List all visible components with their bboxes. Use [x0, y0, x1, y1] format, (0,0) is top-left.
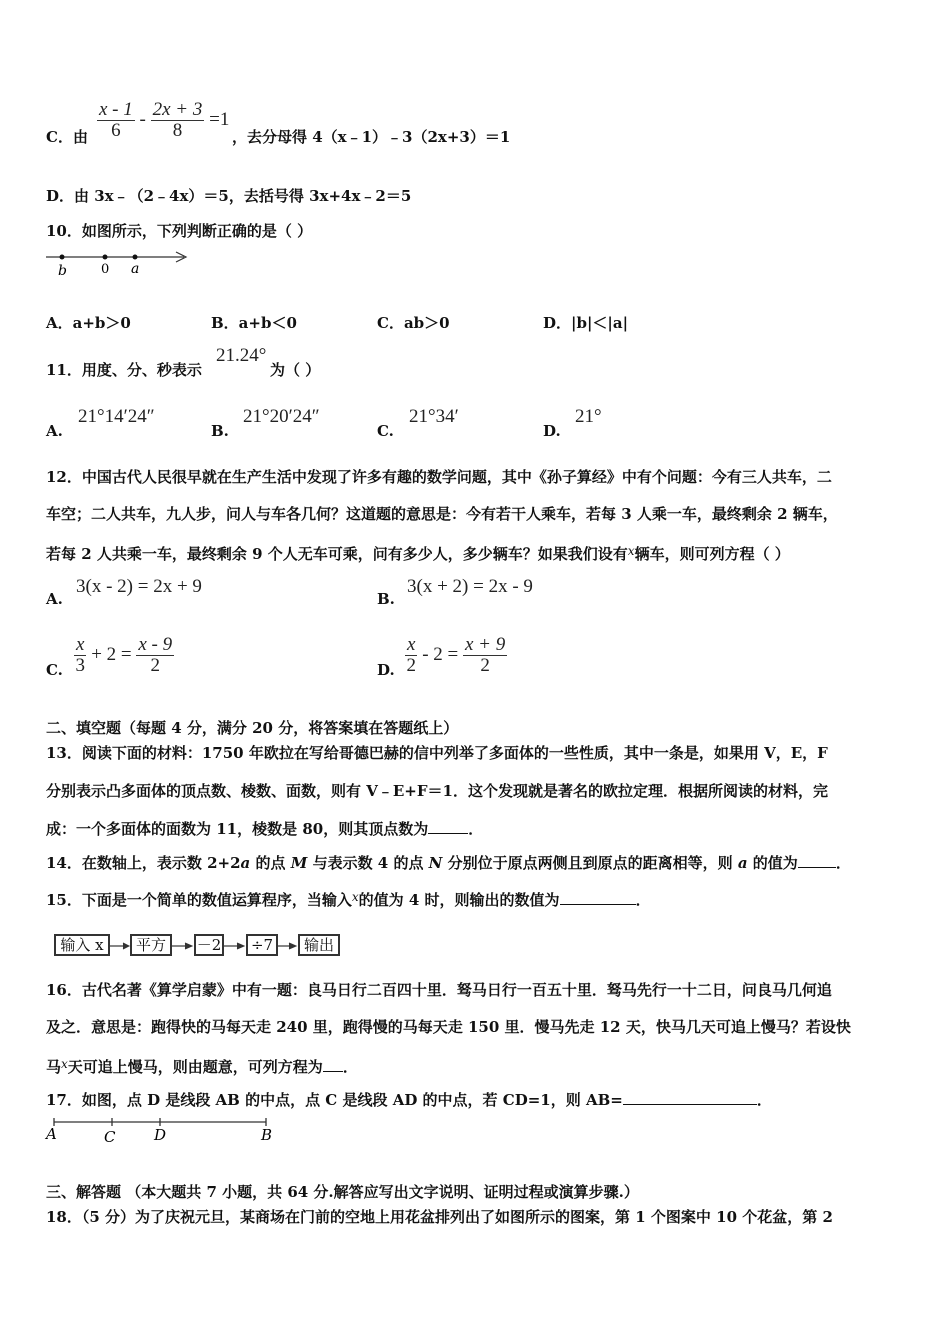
axis-label-b: b [58, 263, 67, 278]
q11-option-c-label: C. [377, 422, 394, 440]
q11-option-a-label: A. [46, 422, 63, 440]
q12c-frac2-den: 2 [150, 655, 160, 676]
q15-var-x: x [351, 890, 359, 904]
q11-option-c-value: 21°34′ [409, 406, 459, 427]
q14-part5: 的值为 [747, 854, 798, 872]
seg-label-d: D [154, 1126, 167, 1144]
q13-line1: 13．阅读下面的材料：1750 年欧拉在写给哥德巴赫的信中列举了多面体的一些性质，其中一条是，如果用 V，E，F [46, 744, 828, 762]
q9c-rest: ，去分母得 4（x﹣1）﹣3（2x+3）＝1 [232, 128, 511, 146]
q12-line3-pre: 若每 2 人共乘一车，最终剩余 9 个人无车可乘，问有多少人，多少辆车？如果我们设有 [46, 545, 628, 563]
q10-option-a: A．a+b＞0 [46, 314, 131, 332]
q12-line2: 车空；二人共车，九人步，问人与车各几何？这道题的意思是：今有若干人乘车，若每 3 人乘一车，最终剩余 2 辆车， [46, 505, 838, 523]
flow-box-square: 平方 [130, 934, 172, 956]
flow-box-input: 输入 x [54, 934, 110, 956]
q14-text [46, 853, 851, 872]
q16-var-x: x [61, 1057, 68, 1071]
q17-end: ． [756, 1091, 772, 1109]
q15-pre: 15．下面是一个简单的数值运算程序，当输入 [46, 891, 352, 909]
q10-stem: 10．如图所示，下列判断正确的是（ ） [46, 222, 313, 240]
q10-option-c: C．ab＞0 [377, 314, 450, 332]
q12c-frac1-num: x [76, 634, 85, 655]
q10-option-b: B．a+b＜0 [211, 314, 297, 332]
q16-line3-pre: 马 [46, 1058, 62, 1076]
q17-stem: 17．如图，点 D 是线段 AB 的中点，点 C 是线段 AD 的中点，若 CD=1，则 AB= [46, 1091, 623, 1109]
q12-option-b-equation: 3(x + 2) = 2x - 9 [407, 576, 533, 597]
q13-line3 [46, 819, 483, 838]
q12d-frac1-num: x [407, 634, 416, 655]
q14-part4: 分别位于原点两侧且到原点的距离相等，则 [442, 854, 738, 872]
q13-line2: 分别表示凸多面体的顶点数、棱数、面数，则有 V﹣E+F＝1．这个发现就是著名的欧拉定理．根据所阅读的材料，完 [46, 782, 828, 800]
q16-line3 [46, 1055, 358, 1076]
section3-title: 三、解答题 （本大题共 7 小题，共 64 分.解答应写出文字说明、证明过程或演算步骤.） [46, 1183, 639, 1201]
q18-text: 18．（5 分）为了庆祝元旦，某商场在门前的空地上用花盆排列出了如图所示的图案，第 1 个图案中 10 个花盆，第 2 [46, 1208, 833, 1226]
q12-option-d-equation [405, 635, 507, 676]
q9c-equation [97, 100, 229, 141]
q11-value: 21.24° [216, 345, 267, 366]
q16-line1: 16．古代名著《算学启蒙》中有一题：良马日行二百四十里．驽马日行一百五十里．驽马先行一十二日，问良马几何追 [46, 981, 832, 999]
q16-line3-post: 天可追上慢马，则由题意，可列方程为 [67, 1058, 323, 1076]
seg-label-c: C [104, 1128, 116, 1146]
arrow-icon [123, 943, 129, 949]
q11-stem-pre: 11．用度、分、秒表示 [46, 361, 202, 379]
q12d-mid: - 2 = [422, 643, 459, 665]
q13-answer-blank [428, 819, 468, 834]
q13-line3-text: 成：一个多面体的面数为 11，棱数是 80，则其顶点数为 [46, 820, 429, 838]
q14-part1: 14．在数轴上，表示数 2+2 [46, 854, 241, 872]
q14-var-a1: a [240, 854, 251, 872]
q12d-frac1-den: 2 [406, 655, 416, 676]
q9c-frac2-num: 2x + 3 [152, 99, 203, 120]
q11-option-a-value: 21°14′24″ [78, 406, 155, 427]
q12-line3-post: 辆车，则可列方程（ ） [634, 545, 790, 563]
q12-line3 [46, 542, 790, 563]
q9c-eq: =1 [209, 108, 230, 130]
flow-arrows [108, 936, 340, 956]
q12-option-a-label: A. [46, 590, 63, 608]
q17-answer-blank [623, 1090, 757, 1105]
q13-line3-end: ． [468, 820, 484, 838]
q17-text [46, 1090, 772, 1109]
q12c-frac2-num: x - 9 [138, 634, 173, 655]
q12-line1: 12．中国古代人民很早就在生产生活中发现了许多有趣的数学问题，其中《孙子算经》中有个问题：今有三人共车，二 [46, 468, 832, 486]
q15-answer-blank [560, 890, 636, 905]
q9c-frac1-num: x - 1 [99, 99, 133, 120]
q14-end: ． [835, 854, 851, 872]
q15-post: 的值为 4 时，则输出的数值为 [358, 891, 560, 909]
q14-var-a2: a [737, 854, 748, 872]
q11-option-b-value: 21°20′24″ [243, 406, 320, 427]
arrow-icon [289, 943, 296, 949]
q16-line3-end: ． [342, 1058, 358, 1076]
q12c-mid: + 2 = [91, 643, 132, 665]
q12-var-x: x [627, 544, 635, 558]
arrow-icon [237, 943, 244, 949]
q16-answer-blank [323, 1057, 343, 1072]
point-0-dot [103, 255, 108, 260]
section2-title: 二、填空题（每题 4 分，满分 20 分，将答案填在答题纸上） [46, 719, 459, 737]
number-line-figure [44, 248, 194, 278]
q9c-minus: - [139, 108, 146, 130]
q11-option-d-value: 21° [575, 406, 602, 427]
q14-part2: 的点 [250, 854, 291, 872]
flow-box-minus2: －2 [194, 934, 224, 956]
arrow-icon [185, 943, 192, 949]
q11-stem-post: 为（ ） [270, 361, 321, 379]
q11-option-b-label: B. [211, 422, 229, 440]
q15-end: ． [635, 891, 651, 909]
q12-option-d-label: D. [377, 661, 395, 679]
q12c-frac1-den: 3 [75, 655, 85, 676]
q9c-label: C．由 [46, 128, 88, 146]
q14-answer-blank [798, 853, 836, 868]
q16-line2: 及之．意思是：跑得快的马每天走 240 里，跑得慢的马每天走 150 里．慢马先走 12 天，快马几天可追上慢马？若设快 [46, 1018, 851, 1036]
flow-box-output: 输出 [298, 934, 340, 956]
segment-figure [44, 1116, 284, 1146]
q12-option-c-equation [74, 635, 174, 676]
axis-label-0: 0 [101, 262, 110, 277]
q9c-frac1-den: 6 [111, 120, 121, 141]
q12d-frac2-den: 2 [480, 655, 490, 676]
q12-option-b-label: B. [377, 590, 395, 608]
point-a-dot [133, 255, 138, 260]
q14-var-m: M [290, 854, 308, 872]
seg-label-b: B [261, 1126, 273, 1144]
q12-option-c-label: C. [46, 661, 63, 679]
q9d-text: D．由 3x﹣（2﹣4x）＝5，去括号得 3x+4x﹣2＝5 [46, 187, 412, 205]
q12d-frac2-num: x + 9 [464, 634, 506, 655]
axis-label-a: a [131, 261, 140, 277]
q10-option-d: D．|b|＜|a| [543, 314, 629, 332]
q11-option-d-label: D. [543, 422, 561, 440]
flow-box-div7: ÷7 [246, 934, 278, 956]
q9c-frac2-den: 8 [172, 120, 183, 141]
q14-part3: 与表示数 4 的点 [307, 854, 429, 872]
point-b-dot [60, 255, 65, 260]
q15-text [46, 888, 651, 909]
q12-option-a-equation: 3(x - 2) = 2x + 9 [76, 576, 202, 597]
q14-var-n: N [428, 854, 443, 872]
seg-label-a: A [46, 1125, 57, 1143]
